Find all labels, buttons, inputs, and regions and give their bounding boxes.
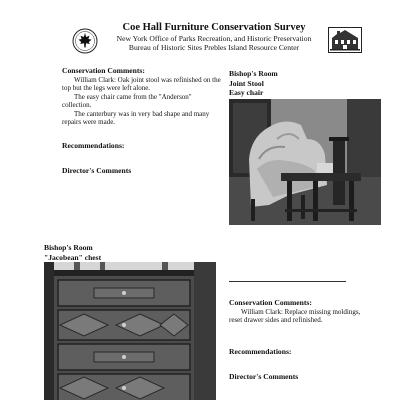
maple-leaf-seal-icon bbox=[72, 28, 98, 54]
recommendations-heading: Recommendations: bbox=[62, 141, 125, 150]
comment-paragraph: The easy chair came from the "Anderson" collection. bbox=[62, 92, 192, 110]
right-conservation-comments bbox=[229, 298, 369, 325]
caption-line: Bishop's Room bbox=[229, 69, 278, 78]
caption-line: Easy chair bbox=[229, 88, 264, 97]
directors-comments-heading: Director's Comments bbox=[229, 372, 299, 381]
building-seal-icon bbox=[328, 27, 362, 53]
furniture-photo-chair-stool bbox=[229, 99, 381, 225]
caption-line: Joint Stool bbox=[229, 78, 264, 88]
directors-comments-heading: Director's Comments bbox=[62, 166, 132, 175]
comment-paragraph: William Clark: Replace missing moldings, reset drawer sides and refinished. bbox=[229, 307, 361, 325]
bureau-line: Bureau of Historic Sites Prebles Island Resource Center bbox=[128, 43, 300, 52]
agency-line: New York Office of Parks Recreation, and Historic Preservation bbox=[116, 34, 312, 43]
recommendations-heading: Recommendations: bbox=[229, 347, 292, 356]
header-text bbox=[100, 22, 328, 52]
caption-line: "Jacobean" chest bbox=[44, 252, 102, 262]
furniture-photo-jacobean-chest bbox=[44, 262, 216, 400]
section-divider bbox=[229, 281, 346, 282]
comment-paragraph: The canterbury was in very bad shape and many repairs were made. bbox=[62, 109, 210, 127]
comment-paragraph: William Clark: Oak joint stool was refinished on the top but the legs were left alone. bbox=[62, 75, 221, 93]
conservation-heading: Conservation Comments: bbox=[229, 298, 312, 307]
left-conservation-comments bbox=[62, 66, 222, 127]
document-header bbox=[0, 22, 400, 62]
document-title: Coe Hall Furniture Conservation Survey bbox=[122, 22, 306, 33]
left-photo-caption bbox=[44, 243, 164, 262]
caption-line: Bishop's Room bbox=[44, 243, 93, 252]
conservation-heading: Conservation Comments: bbox=[62, 66, 145, 75]
